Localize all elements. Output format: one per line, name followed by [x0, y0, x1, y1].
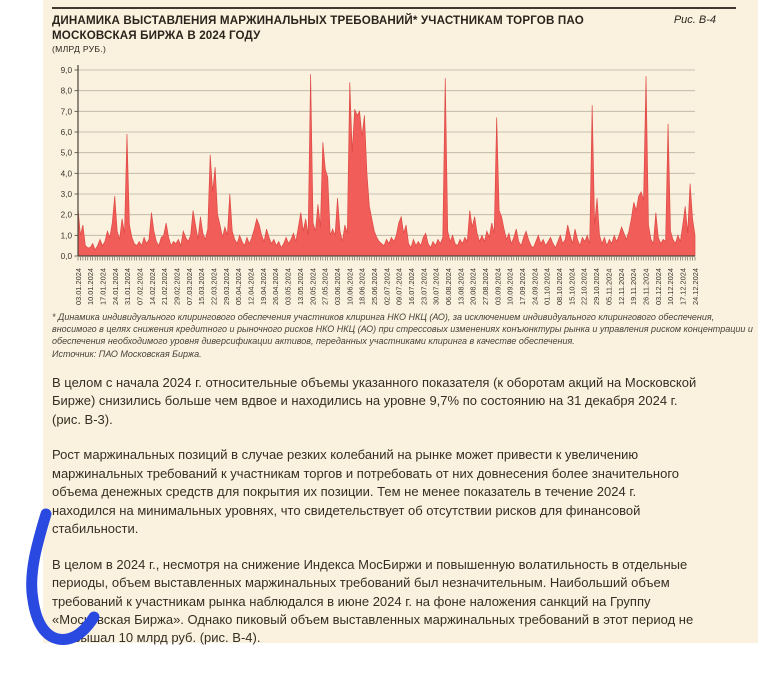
footnote-text: * Динамика индивидуального клирингового обеспечения участников клиринга НКО НКЦ (АО), за исключением индивидуального клирингового обеспечения, вносимого в целях снижения кредитного и рыночного рисков НКО НКЦ (АО) при стрессовых изменениях конъюнктуры рынка и управления риском концентрации и обеспечения необходимого уровня диверсификации активов, переданных участниками клиринга в качестве обеспечения. — [52, 312, 753, 346]
x-tick-label: 25.06.2024 — [369, 268, 379, 305]
y-tick-label: 6,0 — [60, 128, 72, 137]
body-paragraph: В целом в 2024 г., несмотря на снижение Индекса МосБиржи и повышенную волатильность в отдельные периоды, объем выставленных маржинальных требований был незначительным. Наибольший объем требований к участникам рынка наблюдался в июне 2024 г. на фоне наложения санкций на Группу «Московская Биржа». Однако пиковый объем выставленных маржинальных требований в этот период не превышал 10 млрд руб. (рис. В-4). — [52, 556, 694, 646]
x-tick-label: 29.10.2024 — [592, 268, 602, 305]
x-tick-label: 30.07.2024 — [431, 268, 441, 305]
x-tick-label: 27.05.2024 — [320, 268, 330, 305]
x-tick-label: 20.08.2024 — [468, 268, 478, 305]
x-tick-label: 07.03.2024 — [184, 268, 194, 305]
x-tick-label: 03.01.2024 — [73, 268, 83, 305]
x-tick-label: 13.08.2024 — [456, 268, 466, 305]
x-tick-label: 19.04.2024 — [258, 268, 268, 305]
x-tick-label: 31.01.2024 — [123, 268, 133, 305]
margin-requirements-area-chart — [43, 56, 758, 310]
x-tick-label: 06.08.2024 — [444, 268, 453, 305]
figure-footnote — [52, 312, 756, 361]
x-tick-label: 24.09.2024 — [530, 268, 540, 305]
y-tick-label: 3,0 — [60, 190, 72, 199]
x-tick-label: 21.02.2024 — [160, 268, 170, 305]
chart-area — [43, 56, 758, 310]
x-tick-label: 03.12.2024 — [653, 268, 663, 305]
x-tick-label: 13.05.2024 — [295, 268, 305, 305]
x-tick-label: 12.04.2024 — [246, 268, 256, 305]
x-tick-label: 27.08.2024 — [481, 268, 491, 305]
x-tick-label: 03.05.2024 — [283, 268, 293, 305]
y-tick-label: 2,0 — [60, 210, 72, 220]
top-rule-divider — [52, 7, 736, 9]
x-tick-label: 03.09.2024 — [493, 268, 503, 305]
x-tick-label: 22.03.2024 — [209, 268, 219, 305]
x-tick-label: 18.06.2024 — [357, 268, 367, 305]
y-tick-label: 5,0 — [60, 148, 72, 158]
area-series — [78, 74, 695, 256]
source-line: Источник: ПАО Московская Биржа. — [52, 348, 202, 359]
x-tick-label: 17.01.2024 — [98, 268, 108, 305]
x-tick-label: 03.06.2024 — [332, 268, 342, 305]
x-tick-label: 08.10.2024 — [555, 268, 565, 305]
y-tick-label: 1,0 — [60, 231, 72, 241]
body-text — [52, 374, 702, 665]
x-tick-label: 16.07.2024 — [406, 268, 416, 305]
y-tick-label: 4,0 — [60, 169, 72, 179]
x-tick-label: 01.10.2024 — [542, 268, 552, 305]
x-tick-label: 23.07.2024 — [419, 268, 429, 305]
x-tick-label: 15.10.2024 — [567, 268, 577, 305]
x-tick-label: 22.10.2024 — [579, 268, 589, 305]
x-tick-label: 10.06.2024 — [345, 268, 355, 305]
x-tick-label: 10.09.2024 — [505, 268, 515, 305]
x-tick-label: 10.12.2024 — [666, 268, 676, 305]
y-tick-label: 8,0 — [60, 86, 72, 96]
x-tick-label: 14.02.2024 — [147, 268, 157, 305]
y-tick-label: 9,0 — [60, 66, 72, 75]
x-tick-label: 05.11.2024 — [604, 268, 614, 305]
x-tick-label: 17.09.2024 — [518, 267, 528, 305]
figure-panel — [43, 0, 758, 646]
figure-header — [52, 13, 716, 44]
y-tick-label: 7,0 — [60, 107, 72, 117]
x-tick-label: 26.04.2024 — [271, 268, 281, 305]
body-paragraph: В целом с начала 2024 г. относительные объемы указанного показателя (к оборотам акций на Московской Бирже) снизились больше чем вдвое и находились на уровне 9,7% по состоянию на 31 декабря 2024 г. (рис. В-3). — [52, 375, 697, 427]
x-tick-label: 24.01.2024 — [110, 268, 120, 305]
x-tick-label: 09.07.2024 — [394, 268, 404, 305]
x-tick-label: 12.11.2024 — [616, 268, 626, 305]
x-tick-label: 19.11.2024 — [629, 268, 639, 305]
x-tick-label: 15.03.2024 — [197, 268, 207, 305]
figure-number-label: Рис. В-4 — [673, 14, 716, 26]
figure-title: ДИНАМИКА ВЫСТАВЛЕНИЯ МАРЖИНАЛЬНЫХ ТРЕБОВАНИЙ* УЧАСТНИКАМ ТОРГОВ ПАО МОСКОВСКАЯ БИРЖА В 2024 ГОДУ — [52, 14, 584, 43]
x-tick-label: 26.11.2024 — [641, 268, 651, 305]
x-tick-label: 17.12.2024 — [678, 268, 688, 305]
body-paragraph: Рост маржинальных позиций в случае резких колебаний на рынке может привести к увеличению маржинальных требований к участникам торгов и потребовать от них довнесения более значительного объема денежных средств для покрытия их позиции. Тем не менее показатель в течение 2024 г. находился на минимальных уровнях, что свидетельствует об отсутствии рисков для финансовой стабильности. — [52, 447, 680, 537]
x-tick-label: 24.12.2024 — [690, 268, 700, 305]
x-tick-label: 10.01.2024 — [86, 268, 96, 305]
y-tick-label: 0,0 — [60, 252, 72, 261]
units-label: (МЛРД РУБ.) — [52, 44, 107, 54]
x-tick-label: 07.02.2024 — [135, 268, 145, 305]
x-tick-label: 02.07.2024 — [382, 268, 392, 305]
x-tick-label: 20.05.2024 — [308, 268, 318, 305]
x-tick-label: 29.02.2024 — [172, 268, 182, 305]
x-tick-label: 29.03.2024 — [221, 268, 231, 305]
x-tick-label: 05.04.2024 — [234, 268, 244, 305]
